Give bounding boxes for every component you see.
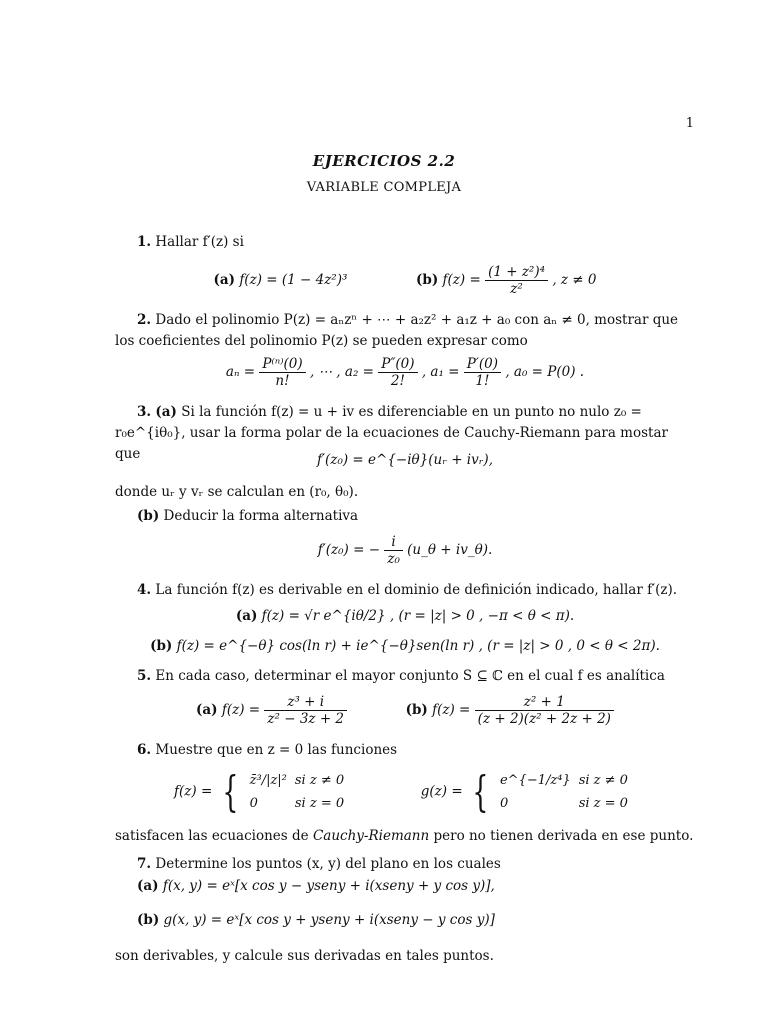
exercise-5b-lhs: f(z) =	[432, 702, 471, 718]
exercise-5a-denominator: z² − 3z + 2	[267, 711, 345, 727]
exercise-4a	[115, 608, 695, 624]
exercise-2-num-3: P′(0)	[464, 356, 501, 373]
exercise-7a	[115, 876, 695, 897]
exercise-2-den-1: n!	[275, 373, 290, 389]
exercise-6-g-case-1: e^{−1/z⁴}	[499, 773, 571, 788]
exercise-7-number: 7.	[137, 856, 152, 872]
exercise-6-after	[115, 826, 695, 847]
exercise-1b-label: (b)	[416, 272, 439, 288]
exercise-3a-text: Si la función f(z) = u + iv es diferenciable en un punto no nulo z₀ = r₀e^{iθ₀}, usar la forma polar de la ecuaciones de Cauchy-Riemann para mostar que	[115, 404, 668, 462]
exercise-3b-fraction	[384, 534, 403, 567]
exercise-5-number: 5.	[137, 668, 152, 684]
exercise-3b-text: Deducir la forma alternativa	[163, 508, 359, 524]
exercise-6-text: Muestre que en z = 0 las funciones	[155, 742, 398, 758]
exercise-1	[115, 232, 695, 253]
exercise-6-f-cases	[248, 768, 353, 816]
exercise-5a-fraction	[264, 694, 347, 727]
exercise-6-after-emphasis: Cauchy-Riemann	[312, 828, 430, 844]
exercise-2	[115, 310, 695, 352]
exercise-2-num-1: P⁽ⁿ⁾(0)	[259, 356, 305, 373]
exercise-6-f-cond-2: si z = 0	[294, 796, 345, 811]
exercise-5b-denominator: (z + 2)(z² + 2z + 2)	[477, 711, 611, 727]
exercise-1b-lhs: f(z) =	[442, 272, 481, 288]
exercise-3b-numerator: i	[384, 534, 403, 551]
exercise-2-number: 2.	[137, 312, 152, 328]
exercise-5a-lhs: f(z) =	[221, 702, 261, 718]
exercise-2-lhs-1: aₙ =	[225, 364, 256, 380]
exercise-2-lhs-2: , ⋯ , a₂ =	[309, 364, 374, 380]
exercise-7-after: son derivables, y calcule sus derivadas en tales puntos.	[115, 948, 494, 964]
page-title: EJERCICIOS 2.2	[312, 152, 456, 170]
exercise-4	[115, 580, 695, 601]
exercise-2-text: Dado el polinomio P(z) = aₙzⁿ + ⋯ + a₂z² + a₁z + a₀ con aₙ ≠ 0, mostrar que los coeficientes del polinomio P(z) se pueden expresar como	[115, 312, 679, 349]
exercise-4a-expr: f(z) = √r e^{iθ/2} , (r = |z| > 0 , −π < θ < π).	[261, 608, 575, 624]
exercise-3-number: 3.	[137, 404, 152, 420]
exercise-6-f-case-2: 0	[249, 796, 258, 811]
exercise-3b-lhs: f′(z₀) = −	[317, 542, 381, 558]
exercise-6-f-lhs: f(z) =	[174, 783, 213, 800]
exercise-7a-expr: f(x, y) = eˣ[x cos y − yseny + i(xseny + y cos y)],	[162, 878, 495, 894]
exercise-1a-label: (a)	[213, 272, 236, 288]
exercise-7b-label: (b)	[137, 912, 160, 928]
exercise-3a-after: donde uᵣ y vᵣ se calculan en (r₀, θ₀).	[115, 484, 359, 500]
exercise-4b	[115, 638, 695, 654]
exercise-3a-formula: f′(z₀) = e^{−iθ}(uᵣ + ivᵣ),	[317, 452, 493, 468]
exercise-5b-numerator: z² + 1	[475, 694, 614, 711]
exercise-4b-expr: f(z) = e^{−θ} cos(ln r) + ie^{−θ}sen(ln r) , (r = |z| > 0 , 0 < θ < 2π).	[176, 638, 660, 654]
exercise-6	[115, 740, 695, 761]
exercise-3b-label: (b)	[137, 508, 160, 524]
exercise-1-number: 1.	[137, 234, 152, 250]
exercise-1b-fraction	[485, 264, 548, 297]
exercise-6-g-lhs: g(z) =	[420, 783, 463, 800]
exercise-4-number: 4.	[137, 582, 152, 598]
exercise-5b-label: (b)	[405, 702, 428, 718]
exercise-6-g-case-2: 0	[499, 796, 509, 811]
exercise-6-f-cond-1: si z ≠ 0	[294, 773, 345, 788]
exercise-5b-fraction	[475, 694, 614, 727]
exercise-6-number: 6.	[137, 742, 152, 758]
exercise-3b	[115, 506, 695, 527]
exercise-1-formulas	[115, 264, 695, 297]
exercise-4-text: La función f(z) es derivable en el dominio de definición indicado, hallar f′(z).	[155, 582, 678, 598]
exercise-6-g-brace: {	[472, 767, 489, 816]
exercise-6-g-cases	[498, 768, 636, 816]
exercise-3b-formula	[115, 534, 695, 567]
exercise-6-f-case-1: z̄³/|z|²	[249, 773, 287, 788]
exercise-1b-denominator: z²	[510, 281, 523, 297]
exercise-1-text: Hallar f′(z) si	[155, 234, 244, 250]
exercise-7b	[115, 910, 695, 931]
page-subtitle: VARIABLE COMPLEJA	[306, 180, 462, 195]
exercise-5a-numerator: z³ + i	[264, 694, 347, 711]
exercise-2-den-2: 2!	[390, 373, 405, 389]
exercise-5-formulas	[115, 694, 695, 727]
exercise-2-den-3: 1!	[475, 373, 490, 389]
exercise-2-num-2: P″(0)	[378, 356, 417, 373]
exercise-7	[115, 854, 695, 875]
exercise-6-after-pre: satisfacen las ecuaciones de	[115, 828, 309, 844]
exercise-7b-expr: g(x, y) = eˣ[x cos y + yseny + i(xseny − y cos y)]	[163, 912, 495, 928]
exercise-6-g-cond-2: si z = 0	[578, 796, 628, 811]
exercise-6-after-post: pero no tienen derivada en ese punto.	[433, 828, 694, 844]
exercise-3a-label: (a)	[155, 404, 177, 420]
exercise-2-lhs-3: , a₁ =	[421, 364, 460, 380]
exercise-5	[115, 666, 695, 687]
page-number: 1	[685, 116, 694, 131]
exercise-2-formula	[115, 356, 695, 389]
exercise-2-fraction-2	[378, 356, 417, 389]
exercise-1b-condition: , z ≠ 0	[552, 272, 597, 288]
exercise-7a-label: (a)	[137, 878, 159, 894]
exercise-6-g-cond-1: si z ≠ 0	[578, 773, 628, 788]
exercise-5-text: En cada caso, determinar el mayor conjunto S ⊆ ℂ en el cual f es analítica	[155, 668, 665, 684]
exercise-2-fraction-3	[464, 356, 501, 389]
exercise-3b-denominator: z₀	[387, 551, 400, 567]
exercise-7-text: Determine los puntos (x, y) del plano en los cuales	[155, 856, 501, 872]
exercise-6-f-brace: {	[221, 767, 238, 816]
exercise-3b-rhs: (u_θ + iv_θ).	[407, 542, 493, 558]
exercise-1a-expr: f(z) = (1 − 4z²)³	[239, 272, 348, 288]
exercise-4a-label: (a)	[235, 608, 258, 624]
exercise-2-tail: , a₀ = P(0) .	[505, 364, 585, 380]
exercise-2-fraction-1	[259, 356, 305, 389]
exercise-6-formulas	[115, 768, 695, 816]
exercise-5a-label: (a)	[196, 702, 218, 718]
exercise-4b-label: (b)	[150, 638, 173, 654]
exercise-1b-numerator: (1 + z²)⁴	[485, 264, 548, 281]
